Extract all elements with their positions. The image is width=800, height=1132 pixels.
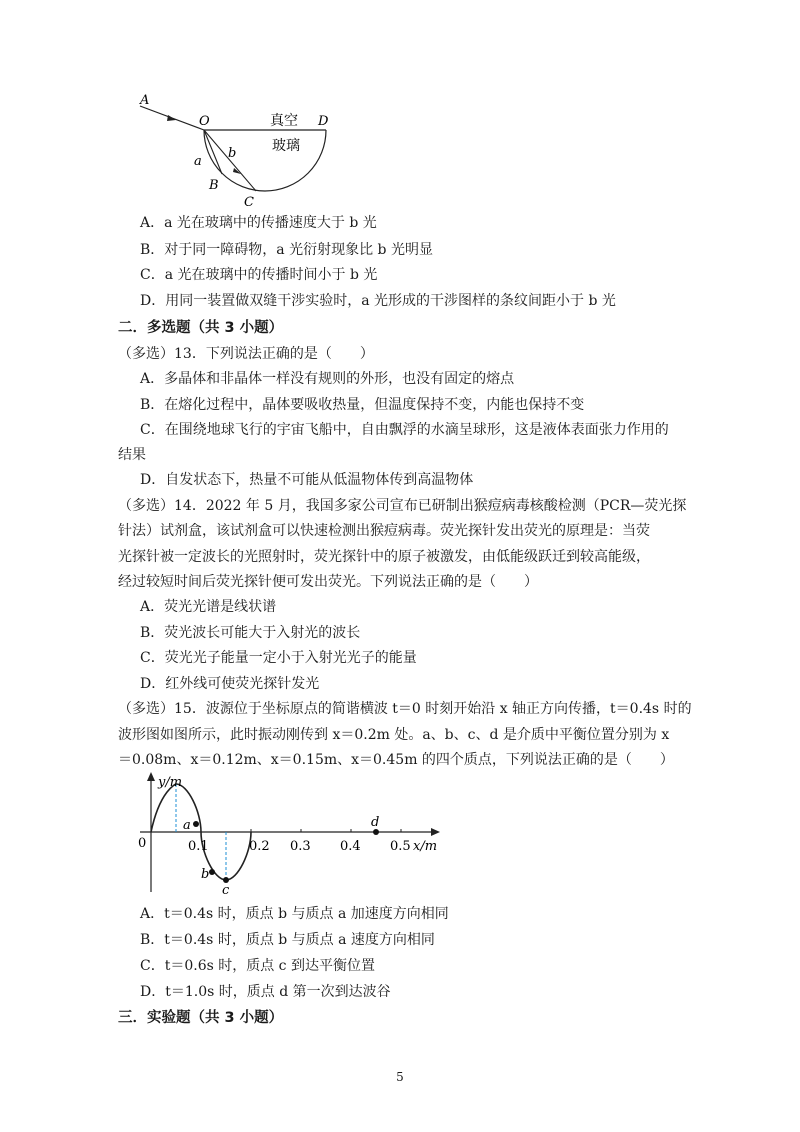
- q14-option-a: A．荧光光谱是线状谱: [140, 599, 277, 615]
- y-axis-label: y/m: [158, 775, 183, 790]
- x-axis-arrow: [431, 828, 440, 836]
- tick-label-0.4: 0.4: [340, 839, 361, 854]
- point-a-marker: [193, 821, 199, 827]
- point-b-marker: [209, 869, 215, 875]
- tick-label-0.1: 0.1: [188, 839, 209, 854]
- q15-option-c: C．t＝0.6s 时，质点 c 到达平衡位置: [140, 958, 375, 974]
- q12-option-d: D．用同一装置做双缝干涉实验时，a 光形成的干涉图样的条纹间距小于 b 光: [140, 293, 616, 309]
- label-A: A: [140, 93, 150, 108]
- x-axis-label: x/m: [413, 839, 438, 854]
- y-axis-arrow: [147, 772, 155, 781]
- q13-stem: （多选）13．下列说法正确的是（ ）: [118, 346, 374, 362]
- q13-option-b: B．在熔化过程中，晶体要吸收热量，但温度保持不变，内能也保持不变: [140, 397, 585, 413]
- q14-stem-line-3: 光探针被一定波长的光照射时，荧光探针中的原子被激发，由低能级跃迁到较高能级，: [118, 549, 650, 565]
- ray-a: [204, 130, 222, 174]
- q15-stem-line-2: 波形图如图所示，此时振动刚传到 x＝0.2m 处。a、b、c、d 是介质中平衡位置分别为 x: [118, 727, 670, 743]
- section-2-title: 二．多选题（共 3 小题）: [118, 320, 284, 336]
- label-D: D: [318, 114, 329, 129]
- label-b: b: [228, 146, 237, 161]
- q14-option-c: C．荧光光子能量一定小于入射光光子的能量: [140, 650, 417, 666]
- section-3-title: 三．实验题（共 3 小题）: [118, 1010, 284, 1026]
- point-b-label: b: [201, 867, 210, 882]
- q14-stem-line-2: 针法）试剂盒，该试剂盒可以快速检测出猴痘病毒。荧光探针发出荧光的原理是：当荧: [118, 523, 650, 539]
- q13-option-d: D．自发状态下，热量不可能从低温物体传到高温物体: [140, 472, 474, 488]
- q15-stem-line-1: （多选）15．波源位于坐标原点的简谐横波 t＝0 时刻开始沿 x 轴正方向传播，t＝0.4s 时的: [118, 701, 692, 717]
- q14-option-d: D．红外线可使荧光探针发光: [140, 676, 320, 692]
- q13-option-c: C．在围绕地球飞行的宇宙飞船中，自由飘浮的水滴呈球形，这是液体表面张力作用的: [140, 422, 669, 438]
- q13-option-c-cont: 结果: [118, 447, 146, 463]
- q14-option-b: B．荧光波长可能大于入射光的波长: [140, 625, 361, 641]
- point-c-label: c: [222, 883, 230, 894]
- incident-arrow: [167, 115, 176, 121]
- q15-stem-line-3: ＝0.08m、x＝0.12m、x＝0.15m、x＝0.45m 的四个质点，下列说法正确的是（ ）: [118, 752, 674, 768]
- label-O: O: [199, 114, 210, 129]
- q12-option-a: A．a 光在玻璃中的传播速度大于 b 光: [140, 215, 377, 231]
- tick-label-0.2: 0.2: [249, 839, 270, 854]
- q15-option-a: A．t＝0.4s 时，质点 b 与质点 a 加速度方向相同: [140, 906, 449, 922]
- tick-label-0.5: 0.5: [390, 839, 411, 854]
- wave-graph: [138, 772, 448, 894]
- q14-stem-line-4: 经过较短时间后荧光探针便可发出荧光。下列说法正确的是（ ）: [118, 574, 538, 590]
- point-a-label: a: [183, 818, 191, 833]
- label-a: a: [194, 154, 202, 169]
- q13-option-a: A．多晶体和非晶体一样没有规则的外形，也没有固定的熔点: [140, 371, 515, 387]
- label-C: C: [244, 195, 254, 208]
- origin-label: 0: [138, 836, 147, 851]
- tick-label-0.3: 0.3: [290, 839, 311, 854]
- label-vacuum: 真空: [270, 113, 298, 129]
- q12-option-b: B．对于同一障碍物，a 光衍射现象比 b 光明显: [140, 242, 433, 258]
- refraction-diagram: [130, 92, 340, 208]
- semicircle-boundary: [204, 130, 326, 191]
- label-B: B: [209, 178, 219, 193]
- point-d-label: d: [371, 815, 380, 830]
- label-glass: 玻璃: [272, 138, 300, 154]
- q14-stem-line-1: （多选）14．2022 年 5 月，我国多家公司宣布已研制出猴痘病毒核酸检测（PCR—荧光探: [118, 498, 687, 514]
- q15-option-b: B．t＝0.4s 时，质点 b 与质点 a 速度方向相同: [140, 932, 435, 948]
- q15-option-d: D．t＝1.0s 时，质点 d 第一次到达波谷: [140, 984, 391, 1000]
- q12-option-c: C．a 光在玻璃中的传播时间小于 b 光: [140, 267, 378, 283]
- page-number: 5: [396, 1070, 404, 1084]
